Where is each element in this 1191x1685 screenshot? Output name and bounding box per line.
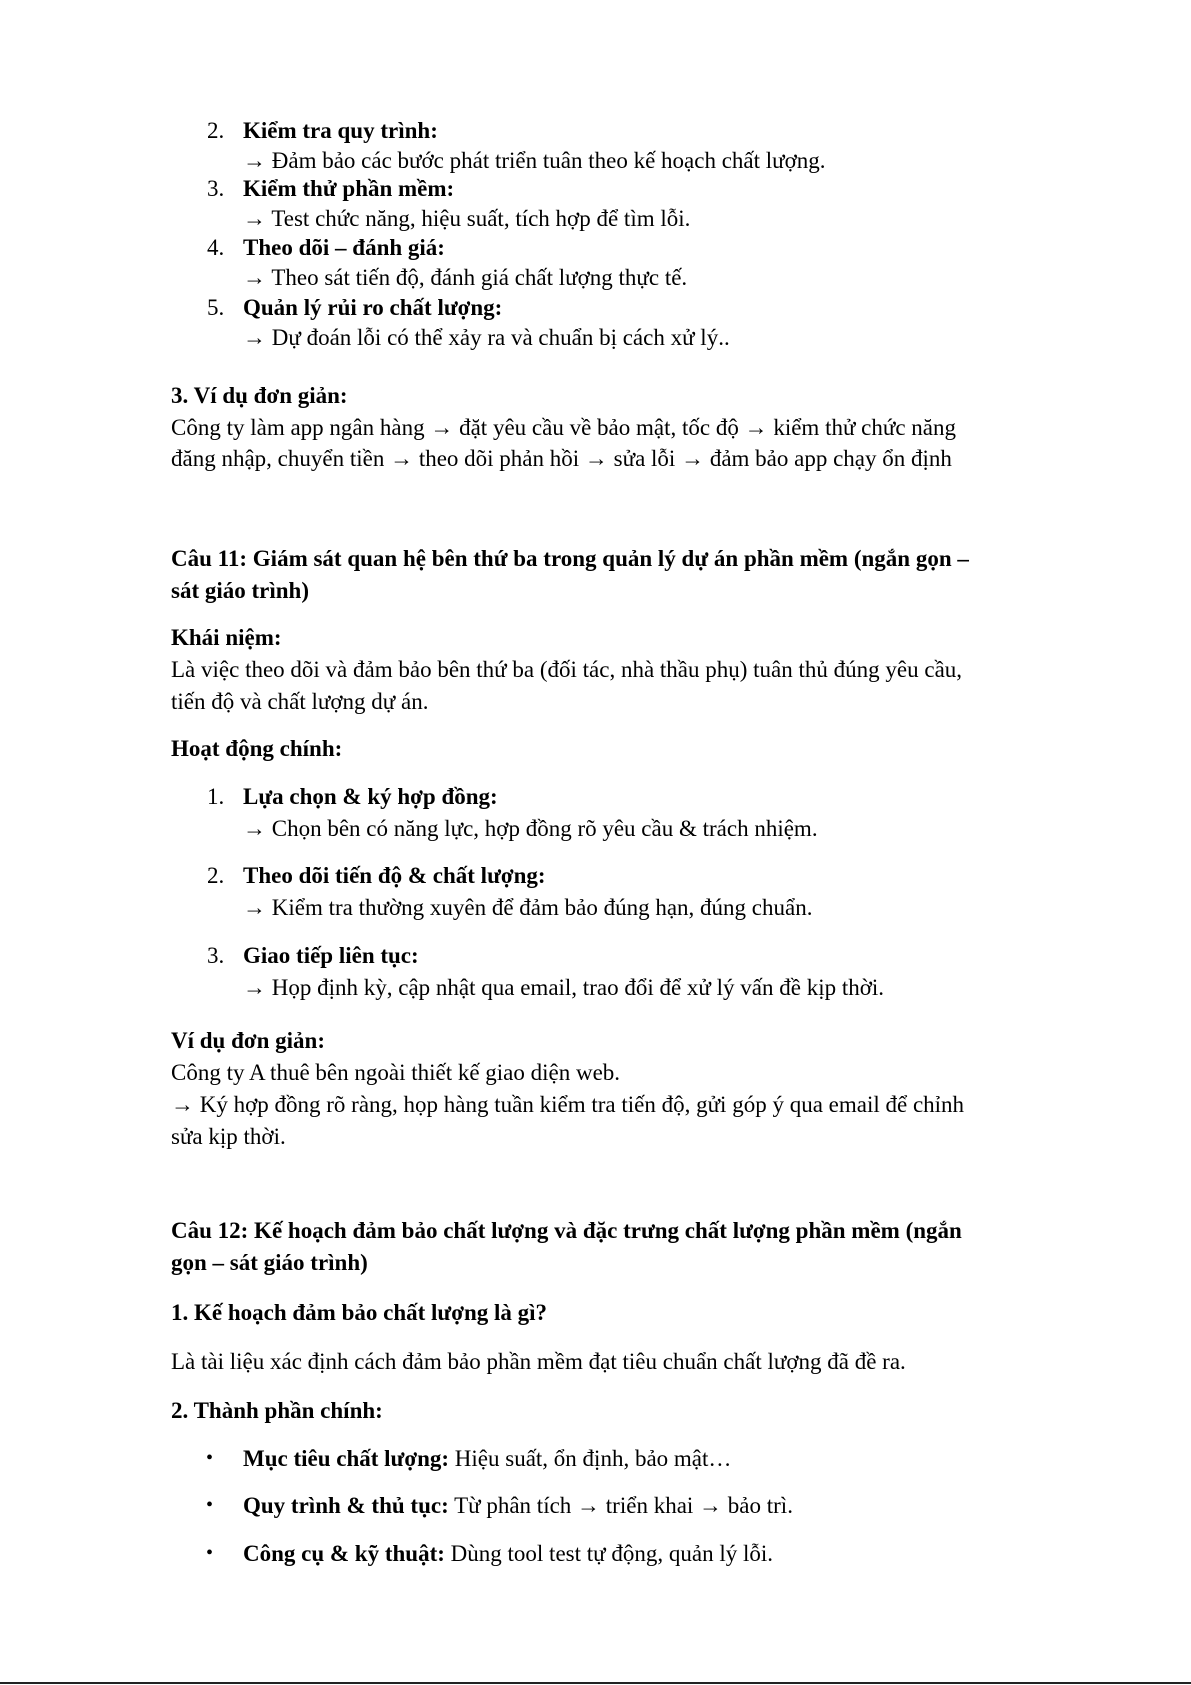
section-heading: Khái niệm: [171, 625, 282, 650]
list-item-desc: → Kiểm tra thường xuyên để đảm bảo đúng hạn, đúng chuẩn. [243, 895, 813, 920]
bullet-text [243, 1490, 793, 1521]
section-heading: 3. Ví dụ đơn giản: [171, 383, 348, 408]
section-heading: 2. Thành phần chính: [171, 1398, 383, 1423]
bullet-label: Công cụ & kỹ thuật: [243, 1541, 445, 1566]
list-item-desc: → Chọn bên có năng lực, hợp đồng rõ yêu cầu & trách nhiệm. [243, 816, 818, 841]
list-item-desc: → Test chức năng, hiệu suất, tích hợp để tìm lỗi. [243, 206, 691, 231]
list-item-desc: → Họp định kỳ, cập nhật qua email, trao đổi để xử lý vấn đề kịp thời. [243, 975, 885, 1000]
bullet-desc: Từ phân tích → triển khai → bảo trì. [448, 1493, 793, 1518]
paragraph-line: đăng nhập, chuyển tiền → theo dõi phản hồi → sửa lỗi → đảm bảo app chạy ổn định [171, 446, 952, 471]
paragraph-line: Công ty A thuê bên ngoài thiết kế giao diện web. [171, 1060, 621, 1085]
bullet-icon: • [206, 1542, 214, 1564]
question-title: gọn – sát giáo trình) [171, 1250, 368, 1275]
bullet-desc: Hiệu suất, ổn định, bảo mật… [449, 1446, 732, 1471]
list-number: 5. [207, 295, 225, 320]
bullet-icon: • [206, 1494, 214, 1516]
bullet-label: Quy trình & thủ tục: [243, 1493, 449, 1518]
list-number: 4. [207, 235, 225, 260]
question-title: Câu 11: Giám sát quan hệ bên thứ ba trong quản lý dự án phần mềm (ngắn gọn – [171, 546, 969, 571]
paragraph-line: Là tài liệu xác định cách đảm bảo phần mềm đạt tiêu chuẩn chất lượng đã đề ra. [171, 1349, 906, 1374]
list-number: 2. [207, 118, 225, 143]
bullet-label: Mục tiêu chất lượng: [243, 1446, 450, 1471]
paragraph-line: Công ty làm app ngân hàng → đặt yêu cầu về bảo mật, tốc độ → kiểm thử chức năng [171, 415, 957, 440]
list-item-title: Theo dõi tiến độ & chất lượng: [243, 863, 546, 888]
list-item-desc: → Đảm bảo các bước phát triển tuân theo kế hoạch chất lượng. [243, 148, 826, 173]
paragraph-line: tiến độ và chất lượng dự án. [171, 689, 429, 714]
list-number: 2. [207, 863, 225, 888]
paragraph-line: sửa kịp thời. [171, 1124, 286, 1149]
list-item-title: Giao tiếp liên tục: [243, 943, 419, 968]
list-item-title: Kiểm tra quy trình: [243, 118, 438, 143]
bullet-desc: Dùng tool test tự động, quản lý lỗi. [444, 1541, 773, 1566]
bullet-text [243, 1538, 773, 1569]
list-item-title: Lựa chọn & ký hợp đồng: [243, 784, 498, 809]
section-heading: 1. Kế hoạch đảm bảo chất lượng là gì? [171, 1300, 548, 1325]
paragraph-line: Là việc theo dõi và đảm bảo bên thứ ba (đối tác, nhà thầu phụ) tuân thủ đúng yêu cầu, [171, 657, 963, 682]
list-number: 3. [207, 176, 225, 201]
paragraph-line: → Ký hợp đồng rõ ràng, họp hàng tuần kiểm tra tiến độ, gửi góp ý qua email để chỉnh [171, 1092, 965, 1117]
list-item-desc: → Theo sát tiến độ, đánh giá chất lượng thực tế. [243, 265, 688, 290]
page-bottom-divider [0, 1682, 1191, 1684]
list-item-title: Kiểm thử phần mềm: [243, 176, 455, 201]
list-item-title: Quản lý rủi ro chất lượng: [243, 295, 503, 320]
bullet-icon: • [206, 1447, 214, 1469]
question-title: Câu 12: Kế hoạch đảm bảo chất lượng và đặc trưng chất lượng phần mềm (ngắn [171, 1218, 962, 1243]
list-item-title: Theo dõi – đánh giá: [243, 235, 445, 260]
list-number: 3. [207, 943, 225, 968]
section-heading: Ví dụ đơn giản: [171, 1028, 325, 1053]
bullet-text [243, 1443, 731, 1474]
question-title: sát giáo trình) [171, 578, 309, 603]
section-heading: Hoạt động chính: [171, 736, 343, 761]
list-item-desc: → Dự đoán lỗi có thể xảy ra và chuẩn bị cách xử lý.. [243, 325, 730, 350]
list-number: 1. [207, 784, 225, 809]
